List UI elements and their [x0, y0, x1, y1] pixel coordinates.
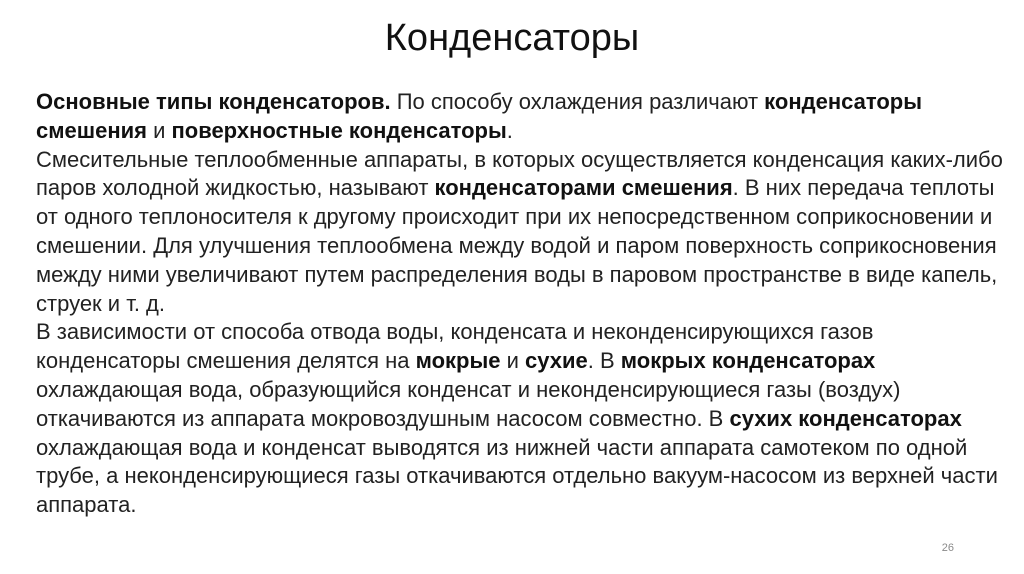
text: В зависимости от способа отвода воды, конденсата и неконденсирующихся газов конденсаторы смешения делятся на — [36, 319, 874, 374]
text: По способу охлаждения различают — [390, 89, 765, 114]
bold-text: мокрые — [415, 348, 501, 374]
text: охлаждающая вода и конденсат выводятся из нижней части аппарата самотеком по одной трубе, а неконденсирующиеся газы откачиваются отдельно вакуум-насосом из верхней части аппарата. — [36, 434, 998, 518]
slide-title: Конденсаторы — [384, 17, 640, 59]
text: Смесительные теплообменные аппараты, в которых осуществляется конденсация каких-либо паров холодной жидкостью, называют — [36, 146, 1003, 201]
paragraph-types — [36, 88, 1006, 146]
paragraph-wet-dry — [36, 318, 1006, 520]
text: . — [506, 117, 513, 143]
bold-text: конденсаторами смешения — [434, 175, 733, 201]
paragraph-mixing — [36, 146, 1006, 319]
text: и — [146, 117, 172, 143]
bold-text: конденсаторы смешения — [36, 89, 922, 143]
bold-text: сухих конденсаторах — [729, 405, 962, 431]
page-number: 26 — [941, 542, 954, 554]
bold-text: поверхностные конденсаторы — [171, 117, 507, 143]
text: и — [500, 348, 526, 374]
text: охлаждающая вода, образующийся конденсат и неконденсирующиеся газы (воздух) откачиваются из аппарата мокровоздушным насосом совместно. В — [36, 376, 901, 431]
bold-text: мокрых конденсаторах — [620, 348, 876, 374]
bold-text: Основные типы конденсаторов. — [36, 89, 391, 114]
text: . В — [587, 348, 621, 374]
slide-body — [36, 88, 1006, 520]
bold-text: сухие — [525, 348, 588, 374]
text: . В них передача теплоты от одного теплоносителя к другому происходит при их непосредственном соприкосновении и смешении. Для улучшения теплообмена между водой и паром поверхность соприкосновения между ними увеличивают путем распределения воды в паровом пространстве в виде капель, струек и т. д. — [36, 175, 998, 316]
